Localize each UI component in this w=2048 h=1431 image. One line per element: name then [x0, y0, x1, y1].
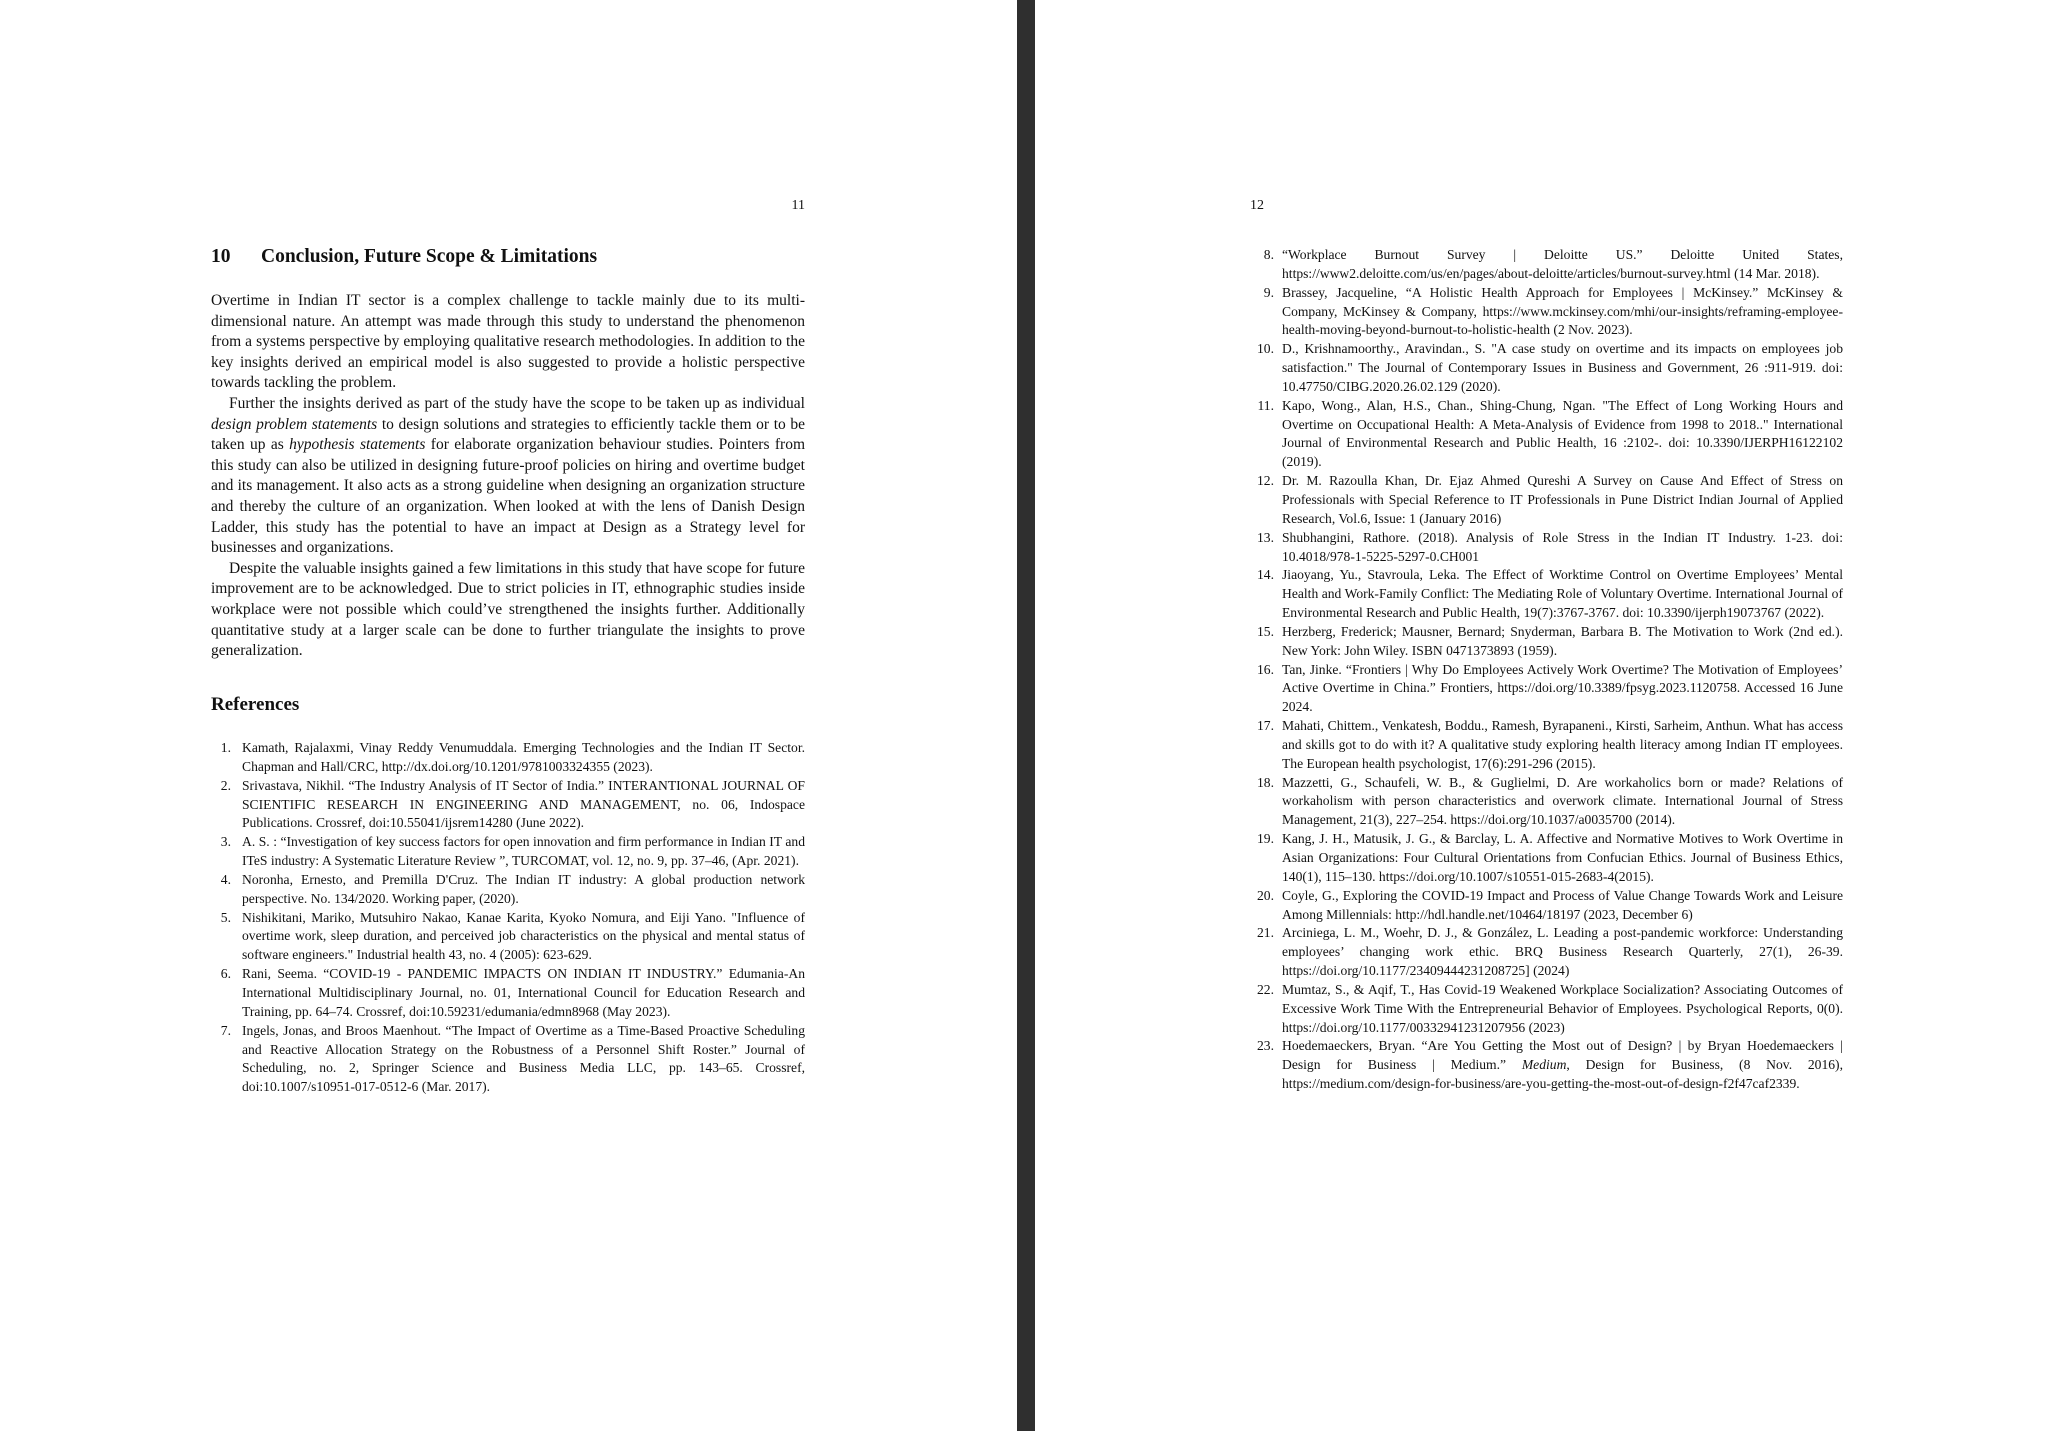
- reference-item: [1250, 661, 1843, 718]
- conclusion-body: [211, 291, 805, 662]
- section-number: 10: [211, 246, 231, 267]
- reference-text: Coyle, G., Exploring the COVID-19 Impact and Process of Value Change Towards Work and Leisure Among Millennials: http://hdl.handle.net/10464/18197 (2023, December 6): [1282, 887, 1843, 922]
- reference-number: 15.: [1257, 623, 1274, 639]
- reference-text: Tan, Jinke. “Frontiers | Why Do Employees Actively Work Overtime? The Motivation of Employees’ Active Overtime in China.” Frontiers, https://doi.org/10.3389/fpsyg.2023.1120758. Accessed 16 June 2024.: [1282, 661, 1843, 715]
- reference-text: Mahati, Chittem., Venkatesh, Boddu., Ramesh, Byrapaneni., Kirsti, Sarheim, Anthun. What has access and skills got to do with it? A qualitative study exploring health literacy among Indian IT employees. The European health psychologist, 17(6):291-296 (2015).: [1282, 718, 1843, 771]
- reference-item: [1250, 623, 1843, 661]
- reference-item: [1250, 830, 1843, 887]
- section-title: Conclusion, Future Scope & Limitations: [261, 246, 598, 267]
- reference-item: [1250, 924, 1843, 981]
- reference-item: [211, 871, 805, 909]
- reference-item: [211, 909, 805, 966]
- reference-item: [211, 739, 805, 777]
- reference-number: 12.: [1257, 473, 1274, 489]
- reference-text: Brassey, Jacqueline, “A Holistic Health Approach for Employees | McKinsey.” McKinsey & Company, McKinsey & Company, https://www.mckinsey.com/mhi/our-insights/reframing-employee-health-moving-beyond-burnout-to-holistic-health (2 Nov. 2023).: [1282, 284, 1843, 338]
- reference-number: 3.: [220, 834, 231, 850]
- reference-text: Hoedemaeckers, Bryan. “Are You Getting the Most out of Design? | by Bryan Hoedemaeckers | Design for Business | Medium.”: [1282, 1038, 1843, 1073]
- text: for elaborate organization behaviour studies. Pointers from this study can also be utilized in designing future-proof policies on hiring and overtime budget and its management. It also acts as a strong guideline when designing an organization structure and thereby the culture of an organization. When looked at with the lens of Danish Design Ladder, this study has the potential to have an impact at Design as a Strategy level for businesses and organizations.: [211, 436, 806, 557]
- reference-number: 19.: [1257, 831, 1274, 847]
- reference-number: 21.: [1257, 925, 1274, 941]
- reference-text: A. S. : “Investigation of key success factors for open innovation and firm performance in Indian IT and ITeS industry: A Systematic Literature Review ”, TURCOMAT, vol. 12, no. 9, pp. 37–46, (Apr. 2021).: [242, 834, 805, 869]
- reference-number: 5.: [220, 909, 231, 925]
- reference-text: Noronha, Ernesto, and Premilla D'Cruz. The Indian IT industry: A global production network perspective. No. 134/2020. Working paper, (2020).: [242, 871, 805, 906]
- reference-text: Nishikitani, Mariko, Mutsuhiro Nakao, Kanae Karita, Kyoko Nomura, and Eiji Yano. "Influence of overtime work, sleep duration, and perceived job characteristics on the physical and mental status of software engineers." Industrial health 43, no. 4 (2005): 623-629.: [242, 909, 805, 963]
- paragraph: Overtime in Indian IT sector is a complex challenge to tackle mainly due to its multi-dimensional nature. An attempt was made through this study to understand the phenomenon from a systems perspective by employing qualitative research methodologies. In addition to the key insights derived an empirical model is also suggested to provide a holistic perspective towards tackling the problem.: [211, 292, 805, 392]
- reference-item: [1250, 284, 1843, 341]
- page-divider: [1017, 0, 1035, 1431]
- reference-number: 18.: [1257, 774, 1274, 790]
- reference-number: 14.: [1257, 567, 1274, 583]
- text: Further the insights derived as part of the study have the scope to be taken up as individual: [229, 394, 805, 412]
- reference-number: 7.: [220, 1022, 231, 1038]
- reference-text: “Workplace Burnout Survey | Deloitte US.” Deloitte United States, https://www2.deloitte.com/us/en/pages/about-deloitte/articles/burnout-survey.html (14 Mar. 2018).: [1282, 247, 1843, 281]
- reference-text: Shubhangini, Rathore. (2018). Analysis of Role Stress in the Indian IT Industry. 1-23. doi: 10.4018/978-1-5225-5297-0.CH001: [1282, 529, 1843, 564]
- reference-text: Jiaoyang, Yu., Stavroula, Leka. The Effect of Worktime Control on Overtime Employees’ Mental Health and Work-Family Conflict: The Mediating Role of Voluntary Overtime. International Journal of Environmental Research and Public Health, 19(7):3767-3767. doi: 10.3390/ijerph19073767 (2022).: [1282, 567, 1843, 621]
- reference-item: [1250, 1037, 1843, 1094]
- reference-number: 20.: [1257, 887, 1274, 903]
- page-11: [0, 0, 1017, 1431]
- reference-number: 4.: [220, 871, 231, 887]
- paragraph: Despite the valuable insights gained a few limitations in this study that have scope for future improvement are to be acknowledged. Due to strict policies in IT, ethnographic studies inside workplace were not possible which could’ve strengthened the insights further. Additionally quantitative study at a larger scale can be done to further triangulate the insights to prove generalization.: [211, 559, 805, 660]
- reference-item: [1250, 566, 1843, 623]
- reference-text: Mumtaz, S., & Aqif, T., Has Covid-19 Weakened Workplace Socialization? Associating Outcomes of Excessive Work Time With the Entrepreneurial Behavior of Employees. Psychological Reports, 0(0). https://doi.org/10.1177/00332941231207956 (2023): [1282, 981, 1843, 1035]
- reference-number: 13.: [1257, 529, 1274, 545]
- reference-number: 2.: [220, 777, 231, 793]
- italic-text: hypothesis statements: [289, 436, 426, 454]
- reference-item: [1250, 472, 1843, 529]
- section-heading: [211, 246, 597, 268]
- reference-number: 11.: [1257, 397, 1274, 413]
- reference-list: [1250, 246, 1843, 1094]
- reference-item: [211, 833, 805, 871]
- reference-text: Rani, Seema. “COVID-19 - PANDEMIC IMPACTS ON INDIAN IT INDUSTRY.” Edumania-An International Multidisciplinary Journal, no. 01, International Council for Education Research and Training, pp. 64–74. Crossref, doi:10.59231/edumania/edmn8968 (May 2023).: [242, 966, 805, 1019]
- reference-item: [1250, 529, 1843, 567]
- references-heading: References: [211, 694, 300, 715]
- reference-number: 6.: [220, 966, 231, 982]
- reference-text: Arciniega, L. M., Woehr, D. J., & González, L. Leading a post-pandemic workforce: Understanding employees’ changing work ethic. BRQ Business Research Quarterly, 27(1), 26-39. https://doi.org/10.1177/23409444231208725] (2024): [1282, 925, 1843, 979]
- reference-item: [1250, 397, 1843, 472]
- reference-item: [1250, 340, 1843, 397]
- reference-text: Mazzetti, G., Schaufeli, W. B., & Guglielmi, D. Are workaholics born or made? Relations of workaholism with person characteristics and overwork climate. International Journal of Stress Management, 21(3), 227–254. https://doi.org/10.1037/a0035700 (2014).: [1282, 774, 1843, 828]
- page-12: [1035, 0, 2048, 1431]
- page-number: 11: [791, 198, 805, 213]
- reference-text: , Design for Business, (8 Nov. 2016), https://medium.com/design-for-business/are-you-getting-the-most-out-of-design-f2f47caf2339.: [1282, 1057, 1843, 1092]
- reference-item: [1250, 981, 1843, 1038]
- reference-item: [211, 1022, 805, 1097]
- reference-number: 23.: [1257, 1038, 1274, 1054]
- italic-text: Medium: [1521, 1057, 1567, 1073]
- reference-number: 10.: [1257, 341, 1274, 357]
- reference-text: Dr. M. Razoulla Khan, Dr. Ejaz Ahmed Qureshi A Survey on Cause And Effect of Stress on Professionals with Special Reference to IT Professionals in Pune District Indian Journal of Applied Research, Vol.6, Issue: 1 (January 2016): [1282, 473, 1843, 526]
- reference-item: [1250, 717, 1843, 774]
- reference-text: D., Krishnamoorthy., Aravindan., S. "A case study on overtime and its impacts on employees job satisfaction." The Journal of Contemporary Issues in Business and Government, 26 :911-919. doi: 10.47750/CIBG.2020.26.02.129 (2020).: [1282, 341, 1843, 394]
- reference-number: 17.: [1257, 718, 1274, 734]
- reference-number: 22.: [1257, 981, 1274, 997]
- reference-text: Herzberg, Frederick; Mausner, Bernard; Snyderman, Barbara B. The Motivation to Work (2nd ed.). New York: John Wiley. ISBN 0471373893 (1959).: [1282, 623, 1843, 658]
- reference-text: Kang, J. H., Matusik, J. G., & Barclay, L. A. Affective and Normative Motives to Work Overtime in Asian Organizations: Four Cultural Orientations from Confucian Ethics. Journal of Business Ethics, 140(1), 115–130. https://doi.org/10.1007/s10551-015-2683-4(2015).: [1282, 831, 1843, 884]
- reference-number: 16.: [1257, 661, 1274, 677]
- reference-text: Kamath, Rajalaxmi, Vinay Reddy Venumuddala. Emerging Technologies and the Indian IT Sector. Chapman and Hall/CRC, http://dx.doi.org/10.1201/9781003324355 (2023).: [242, 740, 805, 774]
- reference-item: [1250, 246, 1843, 284]
- page-number: 12: [1250, 198, 1264, 213]
- reference-number: 9.: [1263, 284, 1274, 300]
- reference-number: 8.: [1263, 247, 1274, 262]
- italic-text: design problem statements: [211, 415, 378, 433]
- reference-number: 1.: [220, 740, 231, 755]
- text: to design solutions and strategies to efficiently tackle them or to be taken up as: [211, 415, 805, 454]
- reference-list: [211, 739, 805, 1097]
- paragraph: [211, 394, 805, 559]
- reference-text: Kapo, Wong., Alan, H.S., Chan., Shing-Chung, Ngan. "The Effect of Long Working Hours and Overtime on Occupational Health: A Meta-Analysis of Evidence from 1998 to 2018.." International Journal of Environmental Research and Public Health, 16 :2102-. doi: 10.3390/IJERPH16122102 (2019).: [1282, 397, 1843, 470]
- reference-text: Srivastava, Nikhil. “The Industry Analysis of IT Sector of India.” INTERANTIONAL JOURNAL OF SCIENTIFIC RESEARCH IN ENGINEERING AND MANAGEMENT, no. 06, Indospace Publications. Crossref, doi:10.55041/ijsrem14280 (June 2022).: [242, 777, 805, 831]
- reference-item: [1250, 887, 1843, 925]
- reference-item: [1250, 774, 1843, 831]
- reference-text: Ingels, Jonas, and Broos Maenhout. “The Impact of Overtime as a Time-Based Proactive Scheduling and Reactive Allocation Strategy on the Robustness of a Personnel Shift Roster.” Journal of Scheduling, no. 2, Springer Science and Business Media LLC, pp. 143–65. Crossref, doi:10.1007/s10951-017-0512-6 (Mar. 2017).: [242, 1022, 805, 1095]
- reference-item: [211, 965, 805, 1022]
- reference-item: [211, 777, 805, 834]
